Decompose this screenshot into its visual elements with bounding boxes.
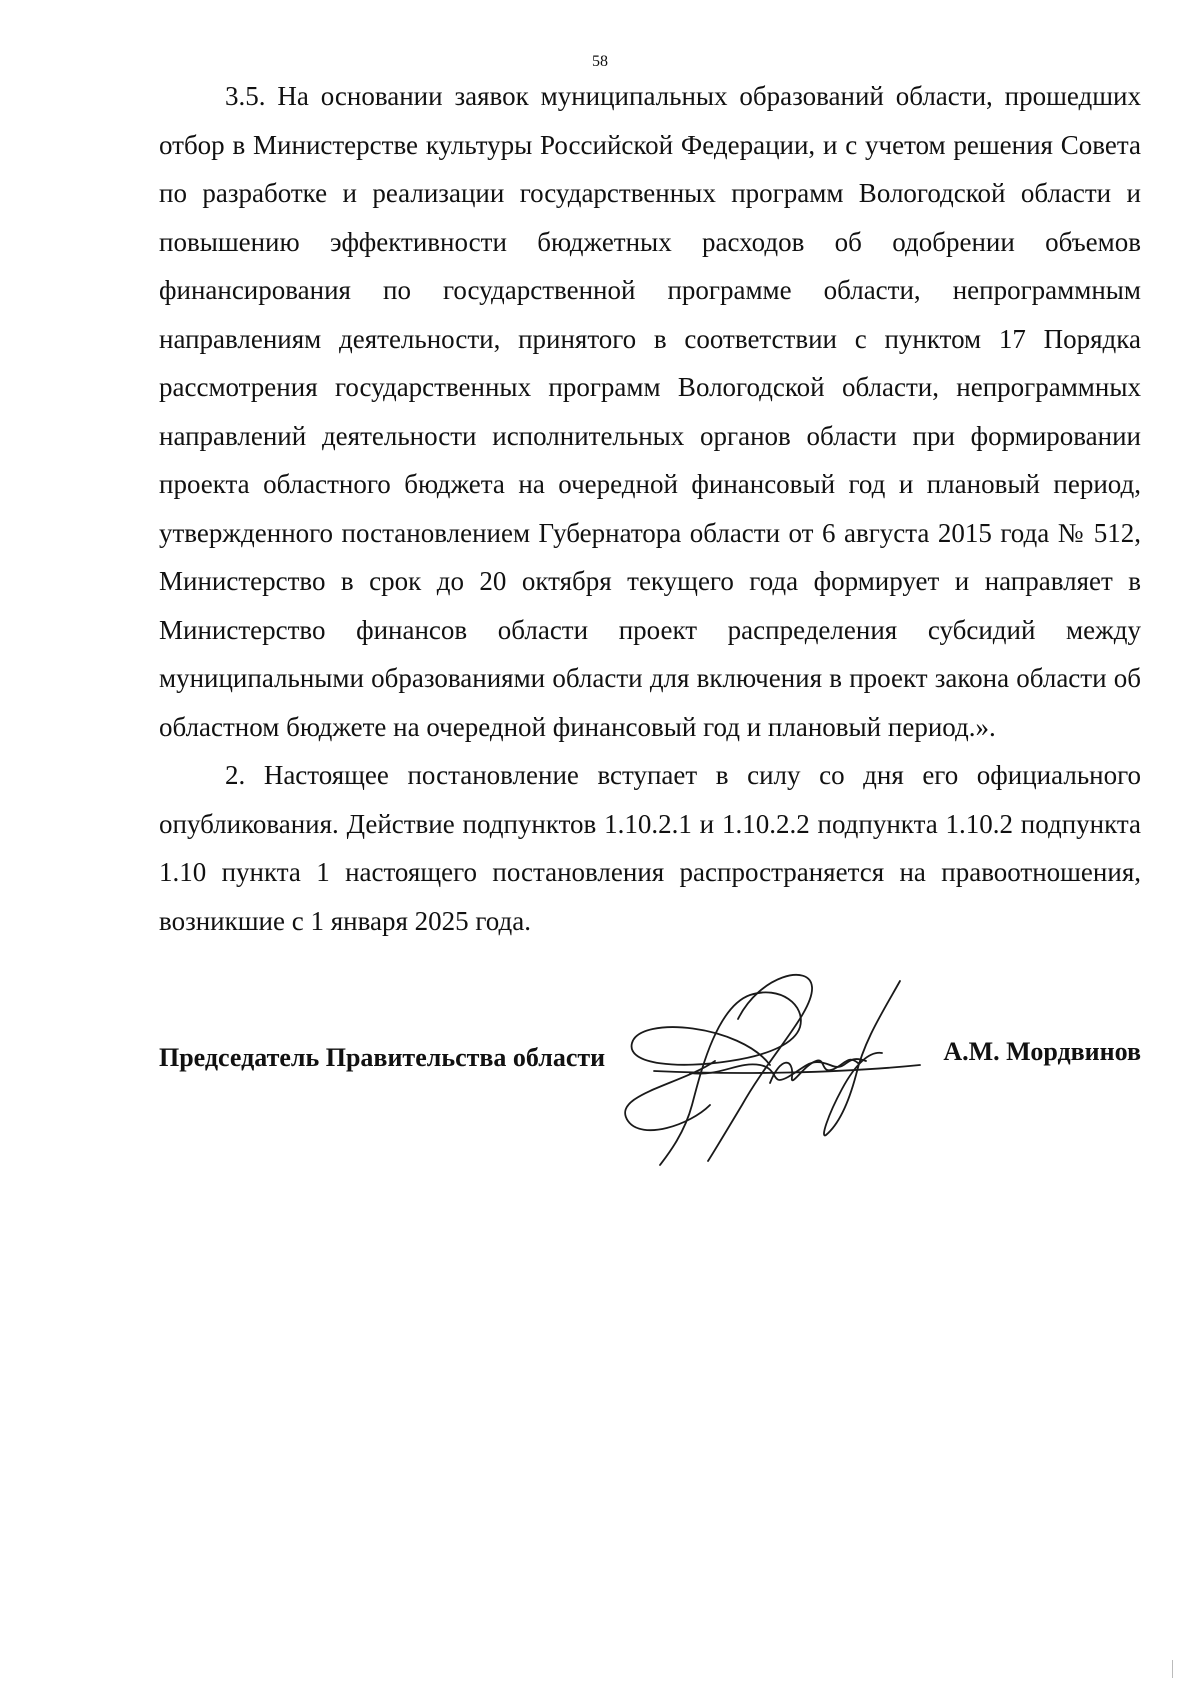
signer-position: Председатель Правительства области — [159, 1043, 606, 1072]
signature-stroke-underline — [654, 1065, 920, 1073]
paragraph-3-5: 3.5. На основании заявок муниципальных образований области, прошедших отбор в Министерстве культуры Российской Федерации, и с учетом решения Совета по разработке и реализации государственных программ Вологодской области и повышению эффективности бюджетных расходов об одобрении объемов финансирования по государственной программе области, непрограммным направлениям деятельности, принятого в соответствии с пунктом 17 Порядка рассмотрения государственных программ Вологодской области, непрограммных направлений деятельности исполнительных органов области при формировании проекта областного бюджета на очередной финансовый год и плановый период, утвержденного постановлением Губернатора области от 6 августа 2015 года № 512, Министерство в срок до 20 октября текущего года формирует и направляет в Министерство финансов области проект распределения субсидий между муниципальными образованиями области для включения в проект закона области об областном бюджете на очередной финансовый год и плановый период.». — [159, 81, 1141, 742]
paragraph-2: 2. Настоящее постановление вступает в силу со дня его официального опубликования. Действие подпунктов 1.10.2.1 и 1.10.2.2 подпункта 1.10.2 подпункта 1.10 пункта 1 настоящего постановления распространяется на правоотношения, возникшие с 1 января 2025 года. — [159, 760, 1141, 936]
signature-stroke-right-flourish — [824, 981, 900, 1135]
signer-name: А.М. Мордвинов — [943, 1037, 1141, 1066]
signature-stroke-tall-loop — [708, 975, 812, 1161]
handwritten-signature-icon — [620, 965, 980, 1175]
scan-mark — [1172, 1660, 1173, 1678]
document-body — [159, 72, 1141, 945]
page-number: 58 — [592, 53, 608, 70]
